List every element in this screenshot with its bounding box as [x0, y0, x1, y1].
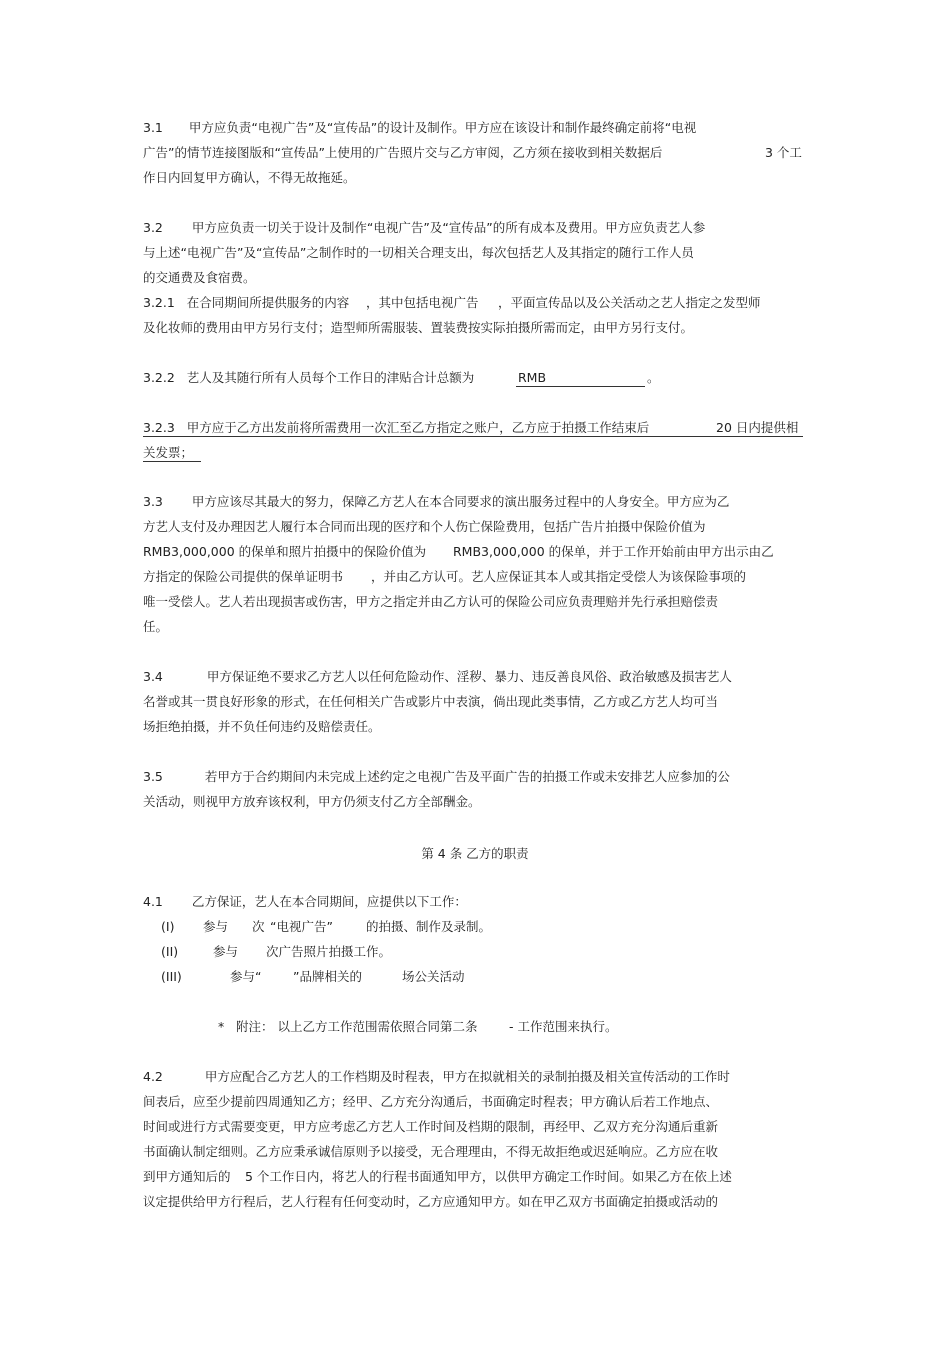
clause-number: 3.5: [143, 769, 163, 784]
section-3-2-3-days: 20 日内提供相: [716, 420, 799, 435]
note-text-a: 附注： 以上乙方工作范围需依照合同第二条: [236, 1019, 478, 1034]
list-item-text: 参与“: [230, 969, 262, 984]
clause-number: 3.2.1: [143, 295, 175, 310]
section-3-2-3-line-1: 3.2.3 甲方应于乙方出发前将所需费用一次汇至乙方指定之账户，乙方应于拍摄工作结束后: [143, 420, 650, 435]
list-item-text: 次广告照片拍摄工作。: [266, 944, 392, 959]
list-item-text: 次: [252, 919, 265, 934]
section-3-1-line-3: 作日内回复甲方确认，不得无故拖延。: [143, 170, 356, 185]
section-3-3-line-3b: RMB3,000,000 的保单，并于工作开始前由甲方出示由乙: [453, 544, 774, 559]
list-item-text: ”品牌相关的: [293, 969, 362, 984]
list-item-text: 场公关活动: [402, 969, 465, 984]
list-item-text: 参与: [213, 944, 239, 959]
list-item-text: 参与: [203, 919, 229, 934]
section-3-2-3-underline-2: [143, 461, 201, 462]
section-3-2-line-2: 与上述“电视广告”及“宣传品”之制作时的一切相关合理支出，每次包括艺人及其指定的随行工作人员: [143, 245, 694, 260]
section-3-3-line-6: 任。: [143, 619, 169, 634]
clause-number: 3.3: [143, 494, 163, 509]
section-4-2-line-5b: 5 个工作日内，将艺人的行程书面通知甲方，以供甲方确定工作时间。如果乙方在依上述: [245, 1169, 732, 1184]
section-3-4-line-2: 名誉或其一贯良好形象的形式，在任何相关广告或影片中表演，倘出现此类事情，乙方或乙方艺人均可当: [143, 694, 719, 709]
note-text-b: - 工作范围来执行。: [509, 1019, 618, 1034]
section-3-1-line-2: 广告”的情节连接图版和“宣传品”上使用的广告照片交与乙方审阅，乙方须在接收到相关数据后: [143, 145, 663, 160]
section-3-4-line-1: 3.4 甲方保证绝不要求乙方艺人以任何危险动作、淫秽、暴力、违反善良风俗、政治敏感及损害艺人: [143, 669, 732, 684]
section-3-3-line-2: 方艺人支付及办理因艺人履行本合同而出现的医疗和个人伤亡保险费用，包括广告片拍摄中保险价值为: [143, 519, 706, 534]
list-item-roman: (I): [161, 919, 175, 934]
section-4-1-intro: 4.1 乙方保证，艺人在本合同期间，应提供以下工作：: [143, 894, 467, 909]
section-3-2-1-fragment-b: ，其中包括电视广告: [366, 295, 479, 310]
section-3-3-line-1: 3.3 甲方应该尽其最大的努力，保障乙方艺人在本合同要求的演出服务过程中的人身安全。甲方应为乙: [143, 494, 730, 509]
allowance-amount-blank: [516, 386, 645, 387]
section-3-3-line-3a: RMB3,000,000 的保单和照片拍摄中的保险价值为: [143, 544, 427, 559]
section-3-2-1-fragment-c: ，平面宣传品以及公关活动之艺人指定之发型师: [498, 295, 761, 310]
section-3-2-line-3: 的交通费及食宿费。: [143, 270, 256, 285]
list-item-roman: (II): [161, 944, 179, 959]
section-3-5-line-1: 3.5 若甲方于合约期间内未完成上述约定之电视广告及平面广告的拍摄工作或未安排艺人应参加的公: [143, 769, 730, 784]
section-3-1-days: 3 个工: [765, 145, 802, 160]
section-4-2-line-5a: 到甲方通知后的: [143, 1169, 231, 1184]
section-3-3-line-5: 唯一受偿人。艺人若出现损害或伤害，甲方之指定并由乙方认可的保险公司应负责理赔并先行承担赔偿责: [143, 594, 719, 609]
section-3-2-line-1: 3.2 甲方应负责一切关于设计及制作“电视广告”及“宣传品”的所有成本及费用。甲方应负责艺人参: [143, 220, 706, 235]
section-4-2-line-3: 时间或进行方式需要变更，甲方应考虑乙方艺人工作时间及档期的限制，再经甲、乙双方充分沟通后重新: [143, 1119, 719, 1134]
article-4-heading: 第 4 条 乙方的职责: [421, 846, 529, 861]
section-3-2-3-underline-1: [143, 436, 803, 437]
clause-number: 4.2: [143, 1069, 163, 1084]
list-item-roman: (III): [161, 969, 182, 984]
list-item-text: 的拍摄、制作及录制。: [366, 919, 492, 934]
clause-number: 3.1: [143, 120, 163, 135]
section-4-2-line-6: 议定提供给甲方行程后，艺人行程有任何变动时，乙方应通知甲方。如在甲乙双方书面确定拍摄或活动的: [143, 1194, 719, 1209]
section-3-5-line-2: 关活动，则视甲方放弃该权利，甲方仍须支付乙方全部酬金。: [143, 794, 481, 809]
section-3-2-1-line-2: 及化妆师的费用由甲方另行支付；造型师所需服装、置装费按实际拍摄所需而定，由甲方另行支付。: [143, 320, 694, 335]
note-marker: *: [218, 1019, 225, 1034]
section-3-3-line-4b: ，并由乙方认可。艺人应保证其本人或其指定受偿人为该保险事项的: [371, 569, 747, 584]
list-item-text: “电视广告”: [270, 919, 333, 934]
allowance-currency: RMB: [518, 370, 547, 385]
clause-number: 3.2.3: [143, 420, 175, 435]
section-3-2-3-line-2: 关发票；: [143, 445, 194, 460]
section-3-4-line-3: 场拒绝拍摄，并不负任何违约及赔偿责任。: [143, 719, 381, 734]
section-4-2-line-4: 书面确认制定细则。乙方应秉承诚信原则予以接受，无合理理由，不得无故拒绝或迟延响应。乙方应在收: [143, 1144, 719, 1159]
section-3-2-1-line-1: 3.2.1 在合同期间所提供服务的内容: [143, 295, 350, 310]
section-4-2-line-1: 4.2 甲方应配合乙方艺人的工作档期及时程表，甲方在拟就相关的录制拍摄及相关宣传活动的工作时: [143, 1069, 730, 1084]
section-3-3-line-4a: 方指定的保险公司提供的保单证明书: [143, 569, 344, 584]
clause-number: 3.4: [143, 669, 163, 684]
section-3-2-2-end: 。: [647, 370, 660, 385]
section-3-1-line-1: 3.1 甲方应负责“电视广告”及“宣传品”的设计及制作。甲方应在该设计和制作最终确定前将“电视: [143, 120, 697, 135]
section-3-2-2-line: 3.2.2 艺人及其随行所有人员每个工作日的津贴合计总额为: [143, 370, 475, 385]
clause-number: 3.2.2: [143, 370, 175, 385]
clause-number: 3.2: [143, 220, 163, 235]
section-4-2-line-2: 间表后，应至少提前四周通知乙方；经甲、乙方充分沟通后，书面确定时程表；甲方确认后若工作地点、: [143, 1094, 719, 1109]
clause-number: 4.1: [143, 894, 163, 909]
